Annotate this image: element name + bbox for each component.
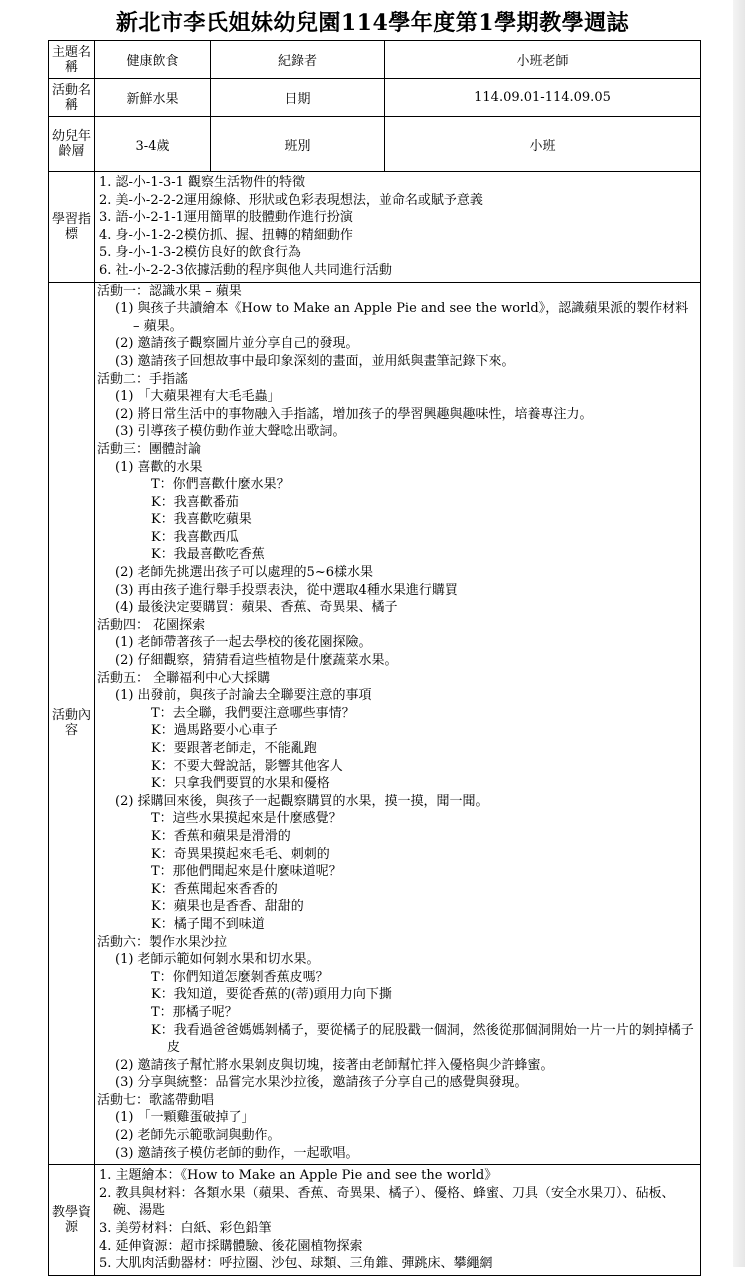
activity-step: (2) 邀請孩子幫忙將水果剝皮與切塊，接著由老師幫忙拌入優格與少許蜂蜜。 [115, 1057, 554, 1073]
dialogue-line: K：蘋果也是香香、甜甜的 [151, 899, 304, 915]
activities-label: 活動內容 [49, 282, 95, 1165]
indicator-item: 6. 社-小-2-2-3依據活動的程序與他人共同進行活動 [99, 262, 392, 278]
activity-step: (3) 引導孩子模仿動作並大聲唸出歌詞。 [115, 424, 346, 440]
activity-step: (3) 再由孩子進行舉手投票表決，從中選取4種水果進行購買 [115, 582, 458, 598]
dialogue-line: K：不要大聲說話，影響其他客人 [151, 758, 343, 774]
page-title: 新北市李氏姐妹幼兒園114學年度第1學期教學週誌 [115, 10, 630, 36]
dialogue-line: K：香蕉和蘋果是滑滑的 [151, 828, 291, 844]
activity-step: (1) 老師示範如何剝水果和切水果。 [115, 952, 320, 968]
dialogue-line: K：香蕉聞起來香香的 [151, 881, 278, 897]
activity-step: (1) 喜歡的水果 [115, 459, 203, 475]
date-value: 114.09.01-114.09.05 [385, 79, 701, 117]
activity-step: (2) 仔細觀察，猜猜看這些植物是什麼蔬菜水果。 [115, 653, 398, 669]
dialogue-line: K：只拿我們要買的水果和優格 [151, 776, 330, 792]
activity-step: (1) 出發前，與孩子討論去全聯要注意的事項 [115, 688, 372, 704]
activity-heading: 活動二：手指謠 [97, 371, 189, 387]
activity-step: (2) 老師先挑選出孩子可以處理的5~6樣水果 [115, 565, 373, 581]
dialogue-line: K：要跟著老師走，不能亂跑 [151, 741, 317, 756]
activity-step: (2) 採購回來後，與孩子一起觀察購買的水果，摸一摸，聞一聞。 [115, 793, 489, 809]
dialogue-line: T：那橘子呢？ [151, 1004, 238, 1020]
activity-step: (2) 邀請孩子觀察圖片並分享自己的發現。 [115, 336, 359, 352]
theme-label: 主題名稱 [49, 41, 95, 79]
dialogue-line: T：這些水果摸起來是什麼感覺？ [151, 811, 342, 827]
dialogue-line: K：我看過爸爸媽媽剝橘子，要從橘子的屁股戳一個洞，然後從那個洞開始一片一片的剝掉橘子皮 [151, 1022, 694, 1056]
resources-label: 教學資源 [49, 1165, 95, 1276]
theme-value: 健康飲食 [95, 41, 211, 79]
activity-name-value: 新鮮水果 [95, 79, 211, 117]
dialogue-line: T：去全聯，我們要注意哪些事情？ [151, 705, 355, 721]
resource-item: 3. 美勞材料：白紙、彩色鉛筆 [99, 1221, 272, 1237]
age-label: 幼兒年齡層 [49, 117, 95, 172]
activity-step: (1) 老師帶著孩子一起去學校的後花園探險。 [115, 635, 372, 651]
resource-item: 5. 大肌肉活動器材：呼拉圈、沙包、球類、三角錐、彈跳床、攀繩網 [99, 1256, 493, 1272]
class-label: 班別 [211, 117, 385, 172]
activity-step: (3) 邀請孩子模仿老師的動作，一起歌唱。 [115, 1145, 359, 1161]
dialogue-line: K：我喜歡西瓜 [151, 529, 239, 545]
dialogue-line: T：那他們聞起來是什麼味道呢？ [151, 864, 342, 880]
indicators-list [95, 172, 701, 283]
activity-step: (1) 「大蘋果裡有大毛毛蟲」 [115, 389, 281, 405]
activities-content [95, 282, 701, 1165]
dialogue-line: K：橘子聞不到味道 [151, 916, 265, 932]
activity-name-row [49, 79, 701, 117]
recorder-value: 小班老師 [385, 41, 701, 79]
date-label: 日期 [211, 79, 385, 117]
activity-step: (2) 老師先示範歌詞與動作。 [115, 1128, 281, 1144]
dialogue-line: K：我喜歡吃蘋果 [151, 512, 252, 528]
indicators-row [49, 172, 701, 283]
resources-list [95, 1165, 701, 1276]
activity-step: (2) 將日常生活中的事物融入手指謠，增加孩子的學習興趣與趣味性，培養專注力。 [115, 406, 593, 422]
dialogue-line: K：我喜歡番茄 [151, 494, 239, 510]
resources-row [49, 1165, 701, 1276]
age-value: 3-4歲 [95, 117, 211, 172]
recorder-label: 紀錄者 [211, 41, 385, 79]
indicator-item: 2. 美-小-2-2-2運用線條、形狀或色彩表現想法，並命名或賦予意義 [99, 192, 483, 208]
dialogue-line: T：你們知道怎麼剝香蕉皮嗎？ [151, 969, 329, 985]
indicator-item: 4. 身-小-1-2-2模仿抓、握、扭轉的精細動作 [99, 227, 353, 243]
class-value: 小班 [385, 117, 701, 172]
resource-item: 2. 教具與材料：各類水果（蘋果、香蕉、奇異果、橘子）、優格、蜂蜜、刀具（安全水果刀）、砧板、碗、湯匙 [99, 1185, 675, 1219]
activity-step: (3) 邀請孩子回想故事中最印象深刻的畫面，並用紙與畫筆記錄下來。 [115, 353, 515, 369]
activity-name-label: 活動名稱 [49, 79, 95, 117]
activity-step: (3) 分享與統整：品嘗完水果沙拉後，邀請孩子分享自己的感覺與發現。 [115, 1075, 528, 1091]
dialogue-line: K：我最喜歡吃香蕉 [151, 547, 265, 563]
indicator-item: 5. 身-小-1-3-2模仿良好的飲食行為 [99, 245, 301, 261]
activity-step: (1) 「一顆雞蛋破掉了」 [115, 1110, 255, 1126]
indicator-item: 1. 認-小-1-3-1 觀察生活物件的特徵 [99, 175, 306, 190]
activity-heading: 活動三：團體討論 [97, 441, 202, 457]
indicators-label: 學習指標 [49, 172, 95, 283]
activity-heading: 活動一：認識水果 – 蘋果 [97, 283, 242, 299]
indicator-item: 3. 語-小-2-1-1運用簡單的肢體動作進行扮演 [99, 210, 353, 226]
activities-row [49, 282, 701, 1165]
activity-heading: 活動六：製作水果沙拉 [97, 934, 228, 950]
resource-item: 1. 主題繪本：《How to Make an Apple Pie and see the world》 [99, 1168, 498, 1184]
dialogue-line: K：過馬路要小心車子 [151, 723, 278, 739]
dialogue-line: K：我知道，要從香蕉的(蒂)頭用力向下撕 [151, 987, 392, 1003]
resource-item: 4. 延伸資源：超市採購體驗、後花園植物探索 [99, 1238, 363, 1254]
age-row [49, 117, 701, 172]
activity-heading: 活動四： 花園探索 [97, 617, 206, 633]
weekly-journal-table [48, 40, 701, 1276]
activity-heading: 活動七：歌謠帶動唱 [97, 1092, 215, 1108]
scrollbar-track[interactable] [733, 0, 745, 1267]
activity-step: (4) 最後決定要購買：蘋果、香蕉、奇異果、橘子 [115, 600, 398, 616]
activity-heading: 活動五： 全聯福利中心大採購 [97, 670, 271, 686]
activity-step: (1) 與孩子共讀繪本《How to Make an Apple Pie and see the world》，認識蘋果派的製作材料 – 蘋果。 [115, 301, 689, 334]
theme-row [49, 41, 701, 79]
dialogue-line: K：奇異果摸起來毛毛、刺刺的 [151, 846, 330, 862]
dialogue-line: T：你們喜歡什麼水果？ [151, 477, 290, 493]
